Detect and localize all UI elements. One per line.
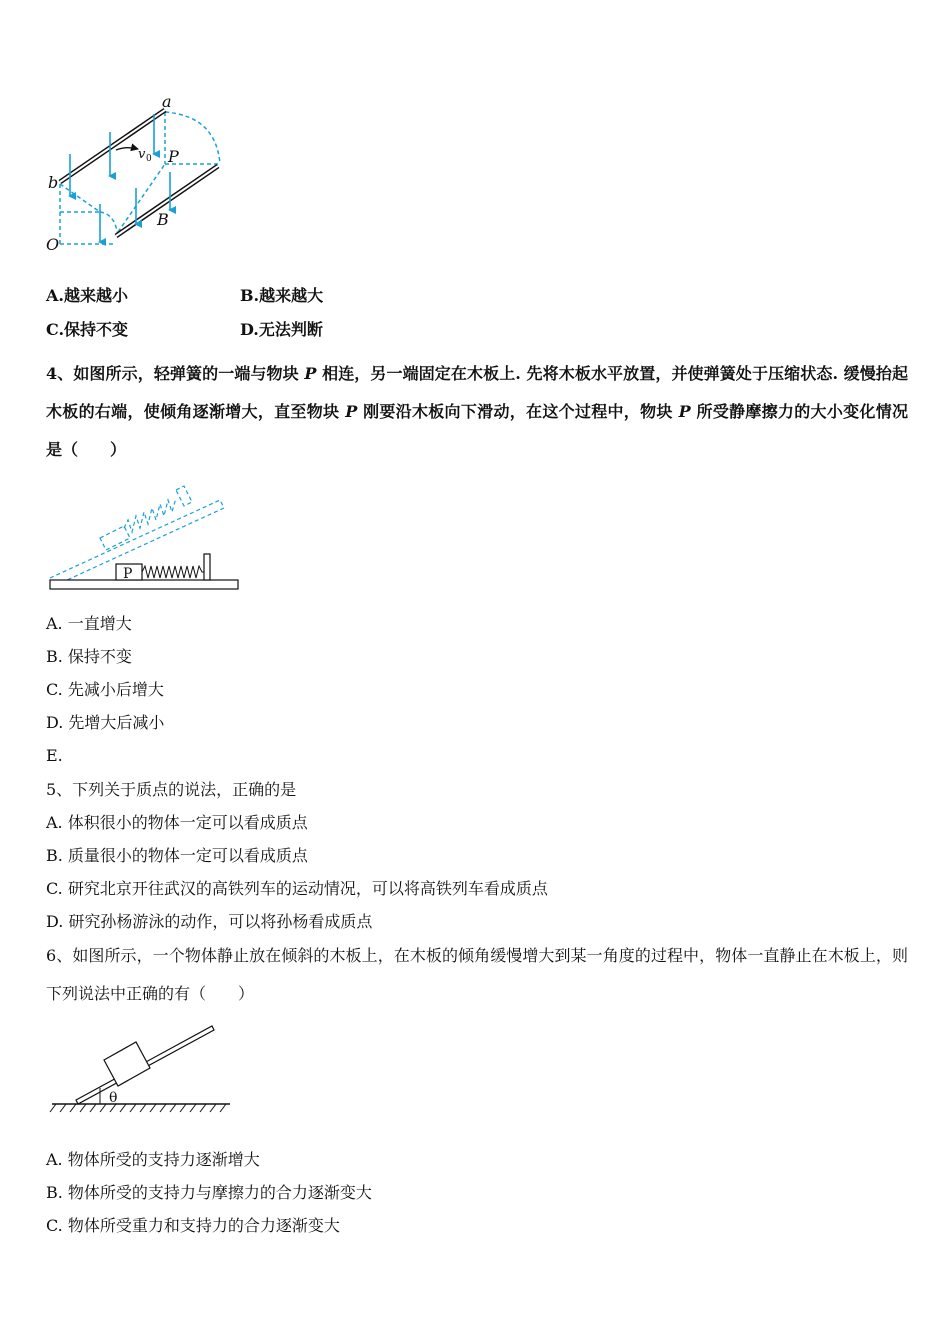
q3-label-v0-sub: 0: [146, 154, 152, 164]
q4-option-e[interactable]: E.: [46, 746, 63, 765]
q3-option-d[interactable]: D.无法判断: [240, 320, 323, 339]
q6-option-c[interactable]: C. 物体所受重力和支持力的合力逐渐变大: [46, 1216, 340, 1235]
q5-option-a[interactable]: A. 体积很小的物体一定可以看成质点: [46, 813, 308, 832]
q4-option-d[interactable]: D. 先增大后减小: [46, 713, 165, 732]
q4-option-b[interactable]: B. 保持不变: [46, 647, 132, 666]
q6-stem: 6、如图所示，一个物体静止放在倾斜的木板上，在木板的倾角缓慢增大到某一角度的过程中，物体一直静止在木板上，则下列说法中正确的有（ ）: [46, 946, 908, 1003]
q4-option-c[interactable]: C. 先减小后增大: [46, 680, 164, 699]
q3-label-big-b: B: [157, 210, 169, 229]
q6-incline-figure: [46, 1018, 236, 1118]
q3-option-a[interactable]: A.越来越小: [46, 286, 128, 305]
q4-stem-part: 所受静摩擦力的大小变化情况是（ ）: [46, 402, 908, 459]
q3-label-a: a: [162, 92, 172, 111]
q3-velocity-arrow: [116, 148, 138, 150]
q3-rails-figure: [40, 92, 240, 257]
q3-label-p: P: [168, 147, 179, 166]
q6-block: [104, 1042, 150, 1086]
q4-block-label: P: [123, 566, 133, 582]
q4-stem-part: 相连，另一端固定在木板上. 先将木板水平放置，并使弹簧处于压缩状态. 缓慢抬起木板的右端，使倾角逐渐增大，直至物块: [46, 364, 908, 421]
q5-stem: 5、下列关于质点的说法，正确的是: [46, 780, 297, 799]
q6-option-b[interactable]: B. 物体所受的支持力与摩擦力的合力逐渐变大: [46, 1183, 372, 1202]
q4-spring: [142, 566, 204, 578]
q3-label-v0: v: [138, 147, 146, 162]
q3-rail-ab: [60, 110, 165, 182]
q6-angle-label: θ: [109, 1090, 118, 1106]
q4-stem-p: P: [304, 364, 317, 383]
q4-stem: [46, 355, 908, 469]
q4-spring-board-figure: [44, 478, 244, 594]
q5-option-c[interactable]: C. 研究北京开往武汉的高铁列车的运动情况，可以将高铁列车看成质点: [46, 879, 548, 898]
q4-stem-p: P: [678, 402, 691, 421]
q4-stem-p: P: [345, 402, 358, 421]
q4-flat-board: [50, 580, 238, 589]
q3-dashed-construction: [60, 112, 220, 244]
q3-option-b[interactable]: B.越来越大: [240, 286, 324, 305]
q4-stem-part: 刚要沿木板向下滑动，在这个过程中，物块: [357, 402, 679, 421]
q5-option-b[interactable]: B. 质量很小的物体一定可以看成质点: [46, 846, 308, 865]
q3-label-o: O: [46, 235, 60, 254]
q3-label-b: b: [48, 173, 59, 192]
q6-ground-hatch: [50, 1104, 226, 1112]
q3-option-c[interactable]: C.保持不变: [46, 320, 129, 339]
q6-option-a[interactable]: A. 物体所受的支持力逐渐增大: [46, 1150, 260, 1169]
q4-option-a[interactable]: A. 一直增大: [46, 614, 132, 633]
q4-stem-part: 4、如图所示，轻弹簧的一端与物块: [46, 364, 305, 383]
q5-option-d[interactable]: D. 研究孙杨游泳的动作，可以将孙杨看成质点: [46, 912, 373, 931]
q4-wall: [204, 554, 210, 580]
